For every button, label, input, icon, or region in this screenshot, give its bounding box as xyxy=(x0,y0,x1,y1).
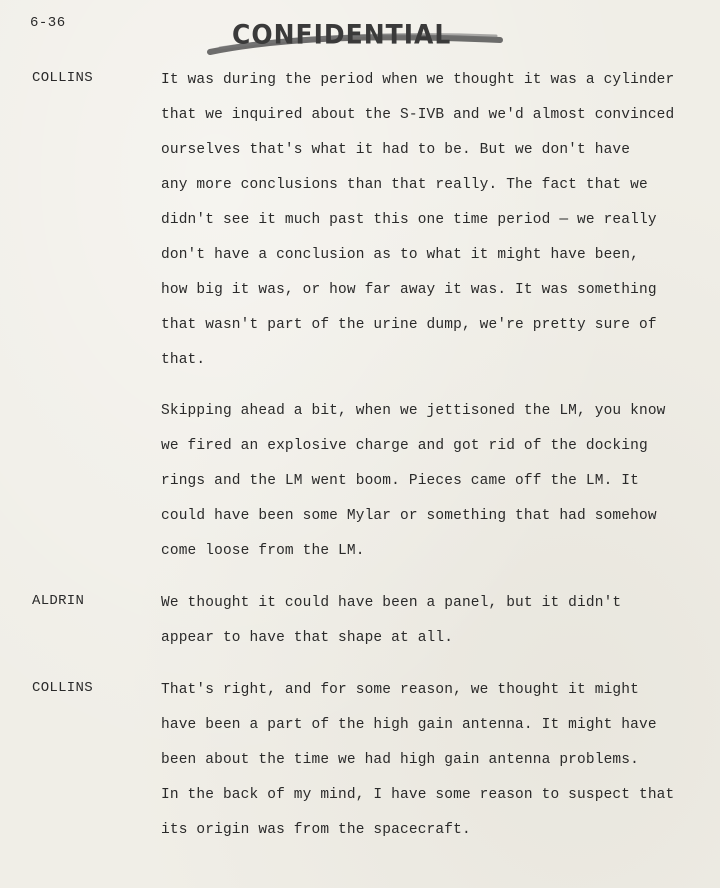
text-line: rings and the LM went boom. Pieces came off the LM. It xyxy=(161,473,639,489)
text-line: have been a part of the high gain antenna. It might have xyxy=(161,717,657,733)
text-line: any more conclusions than that really. The fact that we xyxy=(161,177,648,193)
text-line: come loose from the LM. xyxy=(161,543,365,559)
speaker-label: ALDRIN xyxy=(32,593,85,609)
text-line: we fired an explosive charge and got rid of the docking xyxy=(161,438,648,454)
text-line: That's right, and for some reason, we thought it might xyxy=(161,682,639,698)
dialogue-paragraph xyxy=(161,70,701,385)
speaker-label: COLLINS xyxy=(32,680,93,696)
dialogue-paragraph xyxy=(161,401,701,576)
text-line: how big it was, or how far away it was. It was something xyxy=(161,282,657,298)
text-line: that we inquired about the S-IVB and we'd almost convinced xyxy=(161,107,675,123)
text-line: Skipping ahead a bit, when we jettisoned the LM, you know xyxy=(161,403,666,419)
text-line: appear to have that shape at all. xyxy=(161,630,454,646)
text-line: its origin was from the spacecraft. xyxy=(161,822,471,838)
text-line: that. xyxy=(161,352,206,368)
dialogue-paragraph xyxy=(161,680,701,855)
page-number: 6-36 xyxy=(30,15,66,31)
dialogue-paragraph xyxy=(161,593,701,663)
text-line: It was during the period when we thought it was a cylinder xyxy=(161,72,675,88)
text-line: been about the time we had high gain antenna problems. xyxy=(161,752,639,768)
classification-label: CONFIDENTIAL xyxy=(232,19,452,50)
text-line: ourselves that's what it had to be. But we don't have xyxy=(161,142,631,158)
speaker-label: COLLINS xyxy=(32,70,93,86)
text-line: We thought it could have been a panel, but it didn't xyxy=(161,595,622,611)
text-line: that wasn't part of the urine dump, we're pretty sure of xyxy=(161,317,657,333)
text-line: didn't see it much past this one time period — we really xyxy=(161,212,657,228)
text-line: could have been some Mylar or something that had somehow xyxy=(161,508,657,524)
text-line: don't have a conclusion as to what it might have been, xyxy=(161,247,639,263)
text-line: In the back of my mind, I have some reason to suspect that xyxy=(161,787,675,803)
confidential-stamp xyxy=(200,8,510,60)
